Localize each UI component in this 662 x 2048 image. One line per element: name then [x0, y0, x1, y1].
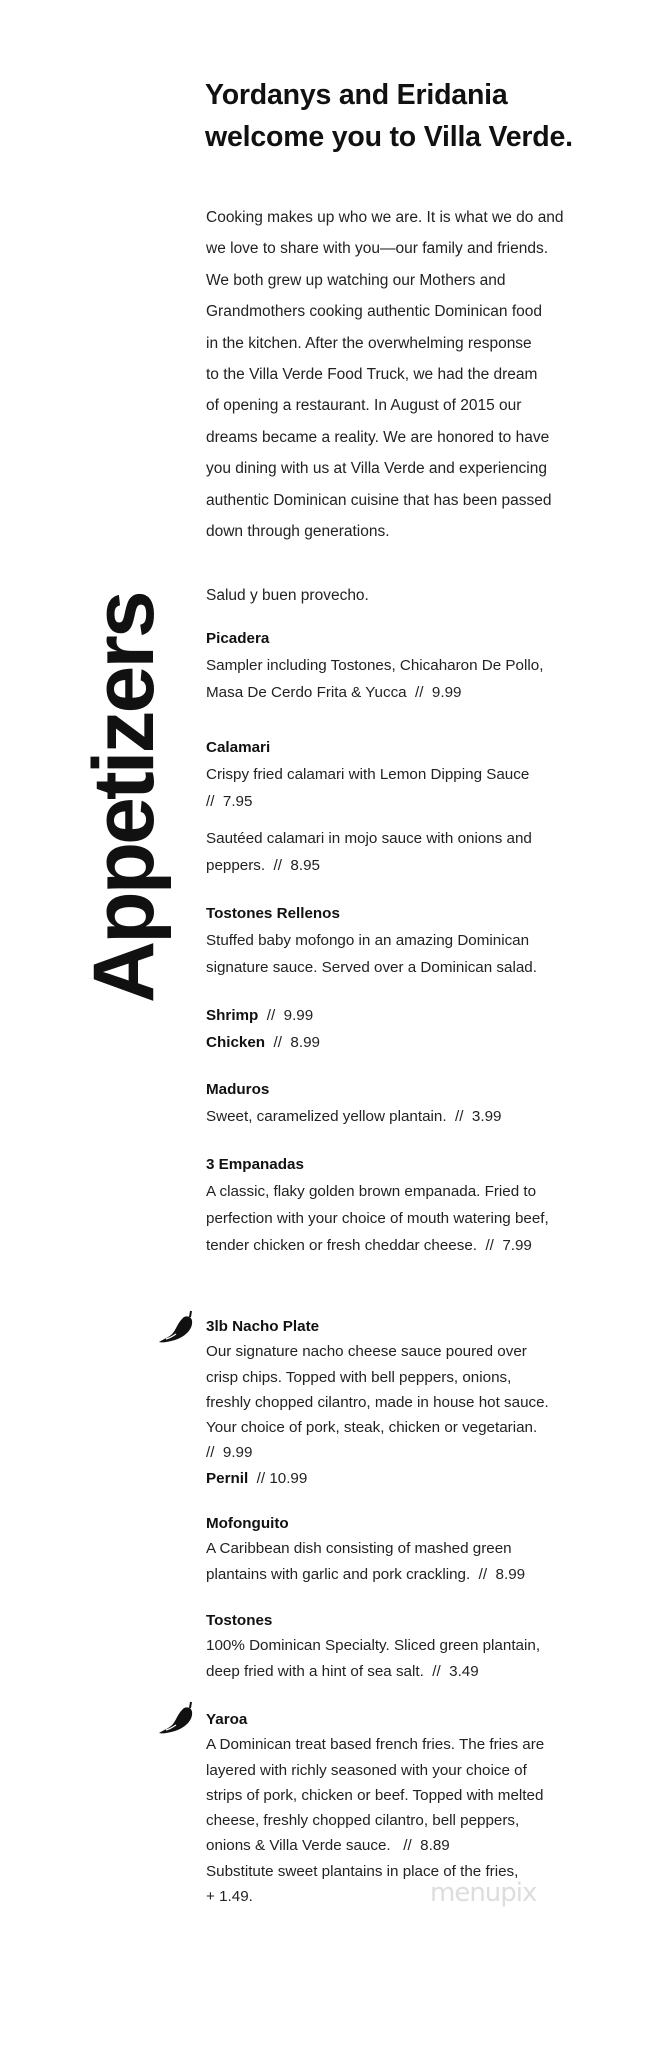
menu-item-description	[206, 1002, 626, 1056]
description-line: A Caribbean dish consisting of mashed green	[206, 1540, 512, 1558]
menu-item-description	[206, 1103, 626, 1130]
menu-item-description	[206, 761, 626, 815]
menu-item-name: Yaroa	[206, 1711, 248, 1728]
description-line: tender chicken or fresh cheddar cheese. // 7.99	[206, 1237, 532, 1254]
watermark: menupix	[430, 1878, 537, 1908]
description-line: Crispy fried calamari with Lemon Dipping Sauce	[206, 766, 530, 783]
variant-price-line	[206, 1029, 626, 1056]
menu-item-description	[206, 825, 626, 879]
menu-item-name: Tostones	[206, 1612, 273, 1629]
description-line: signature sauce. Served over a Dominican salad.	[206, 959, 537, 976]
description-line: + 1.49.	[206, 1888, 253, 1906]
description-line: freshly chopped cilantro, made in house hot sauce.	[206, 1393, 549, 1411]
menu-item	[206, 1314, 626, 1491]
chili-pepper-icon	[158, 1309, 196, 1345]
intro-line: in the kitchen. After the overwhelming response	[206, 334, 532, 352]
menu-item	[206, 734, 626, 879]
menu-item-description	[206, 1178, 626, 1259]
menu-item-name: Calamari	[206, 739, 271, 756]
intro-paragraph	[206, 202, 564, 547]
description-line: Stuffed baby mofongo in an amazing Dominican	[206, 932, 530, 949]
intro-line: down through generations.	[206, 523, 390, 541]
description-line: strips of pork, chicken or beef. Topped with melted	[206, 1786, 544, 1804]
welcome-heading	[205, 74, 573, 158]
description-line: onions & Villa Verde sauce. // 8.89	[206, 1837, 450, 1855]
chili-pepper-icon	[158, 1700, 196, 1736]
menu-item-description	[206, 1536, 626, 1587]
menu-item-description	[206, 1732, 626, 1909]
welcome-heading-line: welcome you to Villa Verde.	[205, 121, 573, 153]
description-line: Sweet, caramelized yellow plantain. // 3.99	[206, 1108, 502, 1125]
intro-line: We both grew up watching our Mothers and	[206, 271, 506, 289]
description-line: 100% Dominican Specialty. Sliced green plantain,	[206, 1637, 541, 1655]
description-line: plantains with garlic and pork crackling. // 8.99	[206, 1565, 526, 1583]
variant-name: Chicken	[206, 1034, 266, 1051]
description-line: Masa De Cerdo Frita & Yucca // 9.99	[206, 684, 462, 701]
menu-item-name: Maduros	[206, 1081, 270, 1098]
description-line: cheese, freshly chopped cilantro, bell peppers,	[206, 1812, 520, 1830]
intro-line: we love to share with you—our family and friends.	[206, 240, 549, 258]
menu-item	[206, 1608, 626, 1684]
intro-line: Cooking makes up who we are. It is what we do and	[206, 209, 564, 226]
intro-line: to the Villa Verde Food Truck, we had the dream	[206, 366, 538, 384]
menu-item	[206, 1151, 626, 1259]
description-line: // 9.99	[206, 1444, 253, 1462]
description-line: Sautéed calamari in mojo sauce with onions and	[206, 830, 532, 847]
intro-line: you dining with us at Villa Verde and experiencing	[206, 460, 547, 478]
menu-item-description	[206, 1339, 626, 1491]
menu-item	[206, 1511, 626, 1587]
menu-item-description	[206, 927, 626, 981]
description-line: Substitute sweet plantains in place of the fries,	[206, 1862, 519, 1880]
variant-price: // 10.99	[248, 1469, 308, 1487]
menu-item	[206, 625, 626, 706]
description-line: layered with richly seasoned with your choice of	[206, 1761, 527, 1779]
variant-price-line	[206, 1466, 626, 1491]
menu-item-name: Picadera	[206, 630, 270, 647]
menu-item	[206, 1707, 626, 1909]
description-line: perfection with your choice of mouth watering beef,	[206, 1210, 549, 1227]
menu-item-name: 3 Empanadas	[206, 1156, 304, 1173]
menu-item-name: 3lb Nacho Plate	[206, 1318, 320, 1335]
description-line: Sampler including Tostones, Chicaharon De Pollo,	[206, 657, 544, 674]
menu-item-description	[206, 652, 626, 706]
intro-line: authentic Dominican cuisine that has been passed	[206, 491, 552, 509]
intro-line: dreams became a reality. We are honored to have	[206, 428, 550, 446]
menu-item-name: Mofonguito	[206, 1515, 289, 1532]
section-title-appetizers: Appetizers	[76, 593, 172, 1003]
menu-item-description	[206, 1633, 626, 1684]
menu-item-name: Tostones Rellenos	[206, 905, 340, 922]
description-line: A classic, flaky golden brown empanada. Fried to	[206, 1183, 537, 1200]
menu-item	[206, 900, 626, 1056]
welcome-heading-line: Yordanys and Eridania	[205, 79, 508, 111]
variant-price: // 9.99	[258, 1007, 314, 1024]
menu-item	[206, 1076, 626, 1130]
description-line: Your choice of pork, steak, chicken or vegetarian.	[206, 1419, 538, 1437]
closing-line: Salud y buen provecho.	[206, 587, 369, 604]
description-line: A Dominican treat based french fries. The fries are	[206, 1736, 545, 1754]
description-line: Our signature nacho cheese sauce poured over	[206, 1343, 527, 1361]
description-line: crisp chips. Topped with bell peppers, onions,	[206, 1368, 512, 1386]
description-line: // 7.95	[206, 793, 253, 810]
intro-line: of opening a restaurant. In August of 2015 our	[206, 397, 522, 415]
variant-price-line	[206, 1002, 626, 1029]
variant-name: Pernil	[206, 1469, 249, 1487]
description-line: deep fried with a hint of sea salt. // 3.49	[206, 1662, 479, 1680]
intro-line: Grandmothers cooking authentic Dominican food	[206, 303, 543, 321]
variant-price: // 8.99	[265, 1034, 320, 1051]
variant-name: Shrimp	[206, 1007, 259, 1024]
description-line: peppers. // 8.95	[206, 857, 320, 874]
